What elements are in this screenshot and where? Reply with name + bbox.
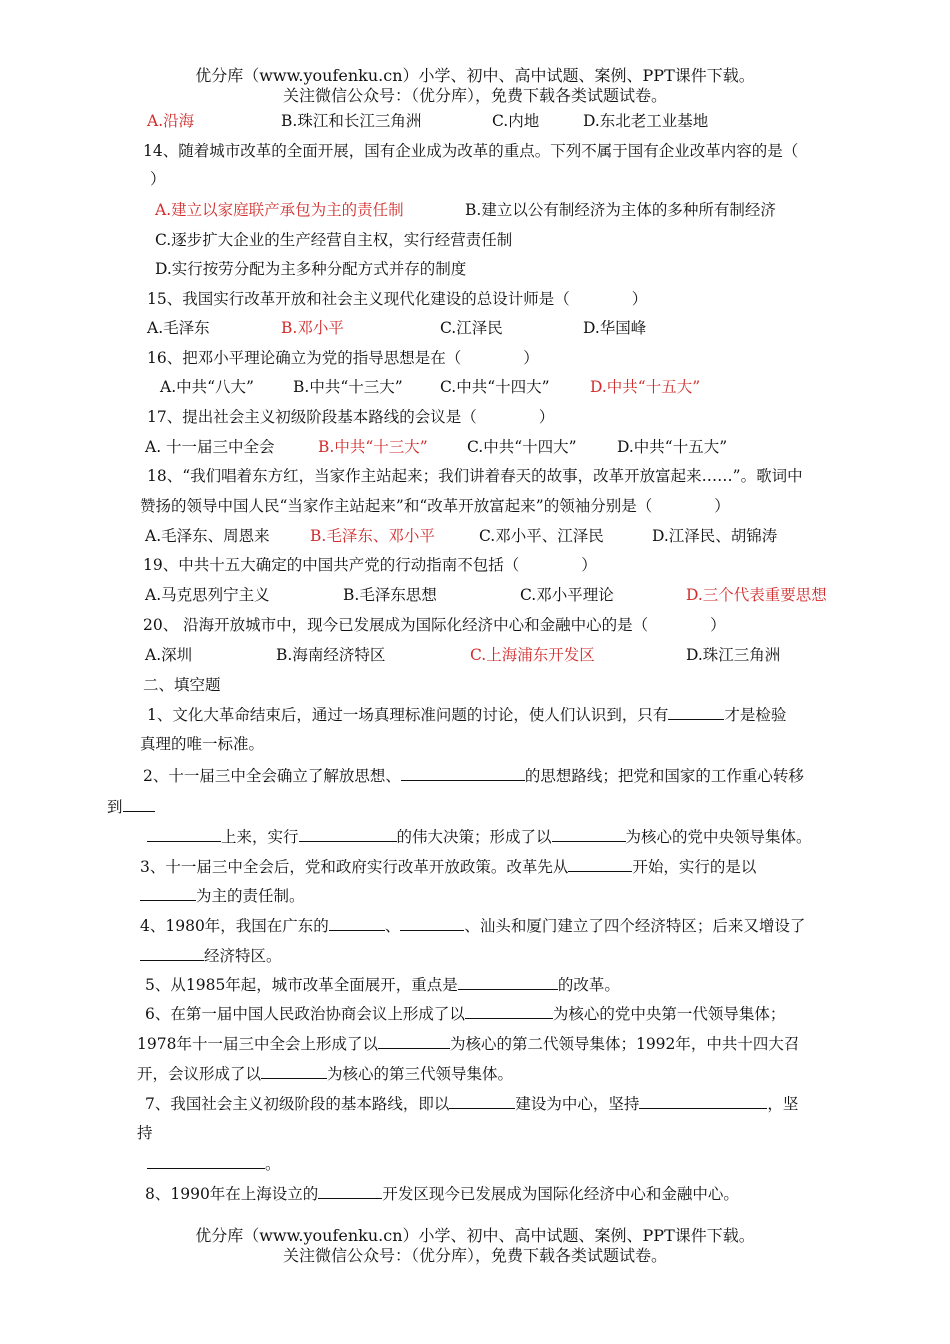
fill-2-text-6: 为核心的党中央领导集体。 bbox=[625, 828, 812, 846]
q19-option-b: B.毛泽东思想 bbox=[343, 586, 437, 604]
fill-2-text-5: 的伟大决策；形成了以 bbox=[396, 828, 552, 846]
fill-3-text-2: 开始，实行的是以 bbox=[632, 858, 757, 876]
q15-option-b: B.邓小平 bbox=[281, 319, 344, 337]
fill-6-line-1 bbox=[145, 1002, 785, 1025]
fill-2-text-1: 2、十一届三中全会确立了解放思想、 bbox=[143, 767, 401, 785]
fill-7-line-1 bbox=[145, 1092, 798, 1115]
fill-4-line-2 bbox=[140, 944, 282, 967]
fill-6-line-2 bbox=[137, 1032, 799, 1055]
fill-4-text-1: 4、1980年，我国在广东的 bbox=[140, 917, 329, 935]
fill-4-blank-1[interactable] bbox=[329, 914, 385, 931]
fill-7-blank-1[interactable] bbox=[449, 1092, 515, 1109]
fill-4-blank-2[interactable] bbox=[400, 914, 464, 931]
fill-1-text-1: 1、文化大革命结束后，通过一场真理标准问题的讨论，使人们认识到，只有 bbox=[147, 706, 669, 724]
fill-4-blank-3[interactable] bbox=[140, 944, 204, 961]
q18-stem-line-1: 18、“我们唱着东方红，当家作主站起来；我们讲着春天的故事，改革开放富起来……”。歌词中 bbox=[147, 467, 803, 485]
fill-6-text-3: 1978年十一届三中全会上形成了以 bbox=[137, 1035, 378, 1053]
q16-option-a: A.中共“八大” bbox=[160, 378, 254, 396]
q17-option-a: A. 十一届三中全会 bbox=[145, 438, 275, 456]
q20-option-c: C.上海浦东开发区 bbox=[470, 646, 595, 664]
fill-5-line-1 bbox=[145, 973, 620, 996]
fill-7-text-3: ，坚 bbox=[767, 1095, 799, 1113]
q17-option-c: C.中共“十四大” bbox=[467, 438, 577, 456]
fill-4-text-2: 、 bbox=[384, 917, 401, 935]
fill-2-blank-4[interactable] bbox=[299, 825, 397, 842]
fill-4-line-1 bbox=[140, 914, 805, 937]
fill-6-blank-3[interactable] bbox=[261, 1062, 327, 1079]
fill-8-blank-1[interactable] bbox=[318, 1182, 382, 1199]
fill-3-text-3: 为主的责任制。 bbox=[196, 887, 305, 905]
q13-option-b: B.珠江和长江三角洲 bbox=[281, 112, 422, 130]
fill-3-blank-2[interactable] bbox=[140, 884, 196, 901]
q13-option-d: D.东北老工业基地 bbox=[583, 112, 709, 130]
fill-2-blank-5[interactable] bbox=[552, 825, 626, 842]
q20-option-d: D.珠江三角洲 bbox=[686, 646, 781, 664]
q17-option-d: D.中共“十五大” bbox=[617, 438, 728, 456]
q18-option-b: B.毛泽东、邓小平 bbox=[310, 527, 435, 545]
fill-7-text-4: 。 bbox=[265, 1155, 281, 1173]
fill-7-text-1: 7、我国社会主义初级阶段的基本路线，即以 bbox=[145, 1095, 450, 1113]
q17-stem: 17、提出社会主义初级阶段基本路线的会议是（ ） bbox=[147, 408, 555, 426]
fill-2-blank-2[interactable] bbox=[123, 795, 155, 812]
q14-option-d: D.实行按劳分配为主多种分配方式并存的制度 bbox=[155, 260, 467, 278]
fill-3-text-1: 3、十一届三中全会后，党和政府实行改革开放政策。改革先从 bbox=[140, 858, 569, 876]
fill-2-text-3: 到 bbox=[107, 798, 123, 816]
q14-option-b: B.建立以公有制经济为主体的多种所有制经济 bbox=[465, 201, 776, 219]
q13-option-a: A.沿海 bbox=[147, 112, 195, 130]
fill-1-line-1 bbox=[147, 703, 786, 726]
header-line-1: 优分库（www.youfenku.cn）小学、初中、高中试题、案例、PPT课件下载。 bbox=[195, 66, 755, 85]
fill-3-line-1 bbox=[140, 855, 756, 878]
fill-6-text-2: 为核心的党中央第一代领导集体； bbox=[552, 1005, 786, 1023]
q20-option-b: B.海南经济特区 bbox=[276, 646, 386, 664]
q14-option-a: A.建立以家庭联产承包为主的责任制 bbox=[155, 201, 404, 219]
fill-5-text-2: 的改革。 bbox=[557, 976, 620, 994]
q14-stem: 14、随着城市改革的全面开展，国有企业成为改革的重点。下列不属于国有企业改革内容的是（ bbox=[143, 142, 799, 160]
fill-6-text-6: 为核心的第三代领导集体。 bbox=[327, 1065, 514, 1083]
fill-7-blank-2[interactable] bbox=[639, 1092, 767, 1109]
q19-option-a: A.马克思列宁主义 bbox=[145, 586, 270, 604]
q15-option-d: D.华国峰 bbox=[583, 319, 647, 337]
q18-stem-line-2: 赞扬的领导中国人民“当家作主站起来”和“改革开放富起来”的领袖分别是（ ） bbox=[140, 497, 730, 515]
q15-stem: 15、我国实行改革开放和社会主义现代化建设的总设计师是（ ） bbox=[147, 290, 648, 308]
fill-2-line-2 bbox=[107, 795, 155, 818]
q14-stem-end: ） bbox=[150, 170, 166, 188]
fill-6-blank-1[interactable] bbox=[465, 1002, 553, 1019]
fill-8-text-1: 8、1990年在上海设立的 bbox=[145, 1185, 319, 1203]
q16-stem: 16、把邓小平理论确立为党的指导思想是在（ ） bbox=[147, 349, 539, 367]
q16-option-b: B.中共“十三大” bbox=[293, 378, 403, 396]
fill-2-blank-1[interactable] bbox=[401, 764, 525, 781]
fill-8-text-2: 开发区现今已发展成为国际化经济中心和金融中心。 bbox=[382, 1185, 739, 1203]
fill-7-text-2: 建设为中心，坚持 bbox=[515, 1095, 640, 1113]
fill-2-blank-3[interactable] bbox=[147, 825, 221, 842]
fill-4-text-4: 经济特区。 bbox=[204, 947, 282, 965]
fill-6-text-1: 6、在第一届中国人民政治协商会议上形成了以 bbox=[145, 1005, 465, 1023]
q15-option-c: C.江泽民 bbox=[440, 319, 503, 337]
q19-option-c: C.邓小平理论 bbox=[520, 586, 614, 604]
q16-option-c: C.中共“十四大” bbox=[440, 378, 550, 396]
fill-6-blank-2[interactable] bbox=[378, 1032, 450, 1049]
fill-7-blank-3[interactable] bbox=[147, 1152, 265, 1169]
fill-5-text-1: 5、从1985年起，城市改革全面展开，重点是 bbox=[145, 976, 458, 994]
q19-stem: 19、中共十五大确定的中国共产党的行动指南不包括（ ） bbox=[143, 556, 597, 574]
footer-line-2: 关注微信公众号：（优分库），免费下载各类试题试卷。 bbox=[282, 1246, 667, 1265]
fill-2-line-3 bbox=[147, 825, 812, 848]
q18-option-a: A.毛泽东、周恩来 bbox=[145, 527, 270, 545]
q19-option-d: D.三个代表重要思想 bbox=[686, 586, 827, 604]
fill-1-blank-1[interactable] bbox=[668, 703, 724, 720]
fill-5-blank-1[interactable] bbox=[458, 973, 558, 990]
fill-2-text-2: 的思想路线；把党和国家的工作重心转移 bbox=[524, 767, 804, 785]
q18-option-c: C.邓小平、江泽民 bbox=[479, 527, 604, 545]
fill-3-blank-1[interactable] bbox=[568, 855, 632, 872]
section-title-fill-in: 二、填空题 bbox=[143, 676, 221, 694]
header-line-2: 关注微信公众号：（优分库），免费下载各类试题试卷。 bbox=[282, 86, 667, 105]
q18-option-d: D.江泽民、胡锦涛 bbox=[652, 527, 778, 545]
fill-4-text-3: 、汕头和厦门建立了四个经济特区；后来又增设了 bbox=[464, 917, 806, 935]
q20-option-a: A.深圳 bbox=[145, 646, 193, 664]
fill-7-line-2: 持 bbox=[137, 1124, 153, 1142]
fill-3-line-2 bbox=[140, 884, 305, 907]
q13-option-c: C.内地 bbox=[492, 112, 540, 130]
fill-1-text-2: 才是检验 bbox=[724, 706, 787, 724]
fill-6-text-5: 开，会议形成了以 bbox=[137, 1065, 262, 1083]
fill-7-line-3 bbox=[147, 1152, 281, 1175]
fill-6-text-4: 为核心的第二代领导集体；1992年，中共十四大召 bbox=[449, 1035, 800, 1053]
q15-option-a: A.毛泽东 bbox=[147, 319, 210, 337]
fill-2-line-1 bbox=[143, 764, 804, 787]
fill-2-text-4: 上来，实行 bbox=[221, 828, 299, 846]
footer-line-1: 优分库（www.youfenku.cn）小学、初中、高中试题、案例、PPT课件下载。 bbox=[195, 1226, 755, 1245]
q17-option-b: B.中共“十三大” bbox=[318, 438, 428, 456]
fill-1-line-2: 真理的唯一标准。 bbox=[140, 735, 265, 753]
q20-stem: 20、 沿海开放城市中，现今已发展成为国际化经济中心和金融中心的是（ ） bbox=[143, 616, 726, 634]
q16-option-d: D.中共“十五大” bbox=[590, 378, 701, 396]
fill-8-line-1 bbox=[145, 1182, 739, 1205]
q14-option-c: C.逐步扩大企业的生产经营自主权，实行经营责任制 bbox=[155, 231, 513, 249]
fill-6-line-3 bbox=[137, 1062, 513, 1085]
